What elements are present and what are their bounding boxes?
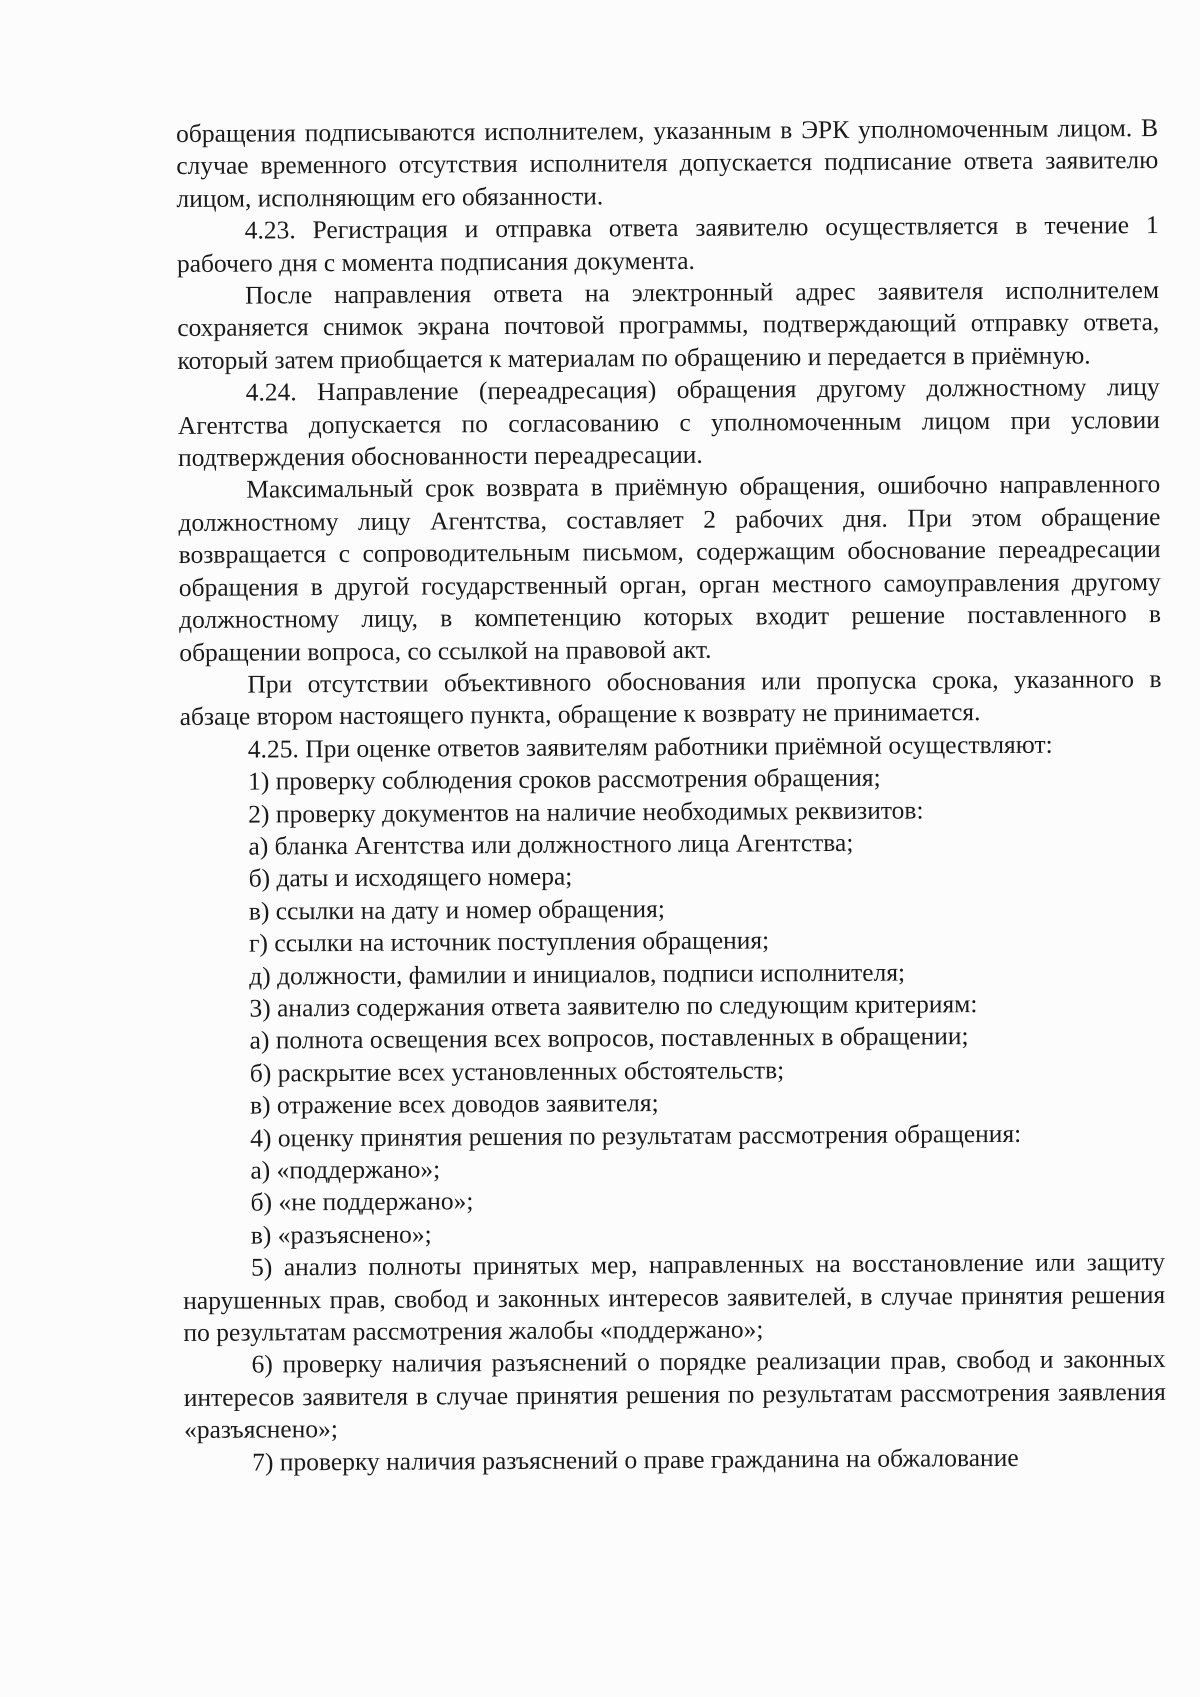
paragraph-no-justification: При отсутствии объективного обоснования или пропуска срока, указанного в абзаце втором настоящего пункта, обращение к возврату не принимается.: [179, 663, 1162, 732]
paragraph-item-5: 5) анализ полноты принятых мер, направленных на восстановление или защиту нарушенных прав, свобод и законных интересов заявителей, в случае принятия решения по результатам рассмотрения жалобы «поддержано»;: [183, 1247, 1166, 1348]
list-item: в) отражение всех доводов заявителя;: [249, 1088, 659, 1120]
list-item: 2) проверку документов на наличие необходимых реквизитов:: [248, 794, 924, 829]
list-item: б) «не поддержано»;: [250, 1186, 474, 1217]
paragraph-screenshot: После направления ответа на электронный адрес заявителя исполнителем сохраняется снимок экрана почтовой программы, подтверждающий отправку ответа, который затем приобщается к материалам по обращению и передается в приёмную.: [177, 275, 1160, 375]
list-item: в) «разъяснено»;: [250, 1219, 432, 1250]
list-item: д) должности, фамилии и инициалов, подписи исполнителя;: [249, 957, 906, 991]
document-body: [176, 112, 1166, 1479]
list-item: а) бланка Агентства или должностного лица Агентства;: [248, 827, 854, 861]
list-item: б) раскрытие всех установленных обстоятельств;: [249, 1055, 785, 1088]
paragraph-4-25: 4.25. При оценке ответов заявителям работники приёмной осуществляют:: [247, 729, 1053, 764]
paragraph-item-6: 6) проверку наличия разъяснений о порядке реализации прав, свобод и законных интересов заявителя в случае принятия решения по результатам рассмотрения заявления «разъяснено»;: [183, 1344, 1166, 1445]
list-item: 4) оценку принятия решения по результатам рассмотрения обращения:: [250, 1118, 1022, 1153]
paragraph-4-23: 4.23. Регистрация и отправка ответа заявителю осуществляется в течение 1 рабочего дня с момента подписания документа.: [176, 210, 1159, 278]
list-item: б) даты и исходящего номера;: [248, 861, 573, 893]
list-item: 3) анализ содержания ответа заявителю по следующим критериям:: [249, 989, 978, 1023]
list-item: 1) проверку соблюдения сроков рассмотрения обращения;: [247, 762, 881, 796]
paragraph-4-24: 4.24. Направление (переадресация) обращения другому должностному лицу Агентства допускается по согласованию с уполномоченным лицом при условии подтверждения обоснованности переадресации.: [177, 372, 1160, 473]
paragraph-max-term: Максимальный срок возврата в приёмную обращения, ошибочно направленного должностному лицу Агентства, составляет 2 рабочих дня. При этом обращение возвращается с сопроводительным письмом, содержащим обоснование переадресации обращения в другой государственный орган, орган местного самоуправления другому должностному лицу, в компетенцию которых входит решение поставленного в обращении вопроса, со ссылкой на правовой акт.: [178, 469, 1162, 667]
list-item: в) ссылки на дату и номер обращения;: [248, 893, 666, 926]
paragraph-signing: обращения подписываются исполнителем, указанным в ЭРК уполномоченным лицом. В случае временного отсутствия исполнителя допускается подписание ответа заявителю лицом, исполняющим его обязанности.: [176, 113, 1159, 213]
list-item: а) полнота освещения всех вопросов, поставленных в обращении;: [249, 1021, 969, 1055]
list-item: а) «поддержано»;: [250, 1154, 441, 1185]
paragraph-item-7: 7) проверку наличия разъяснений о праве гражданина на обжалование: [252, 1442, 1019, 1477]
list-item: г) ссылки на источник поступления обращения;: [248, 925, 770, 958]
